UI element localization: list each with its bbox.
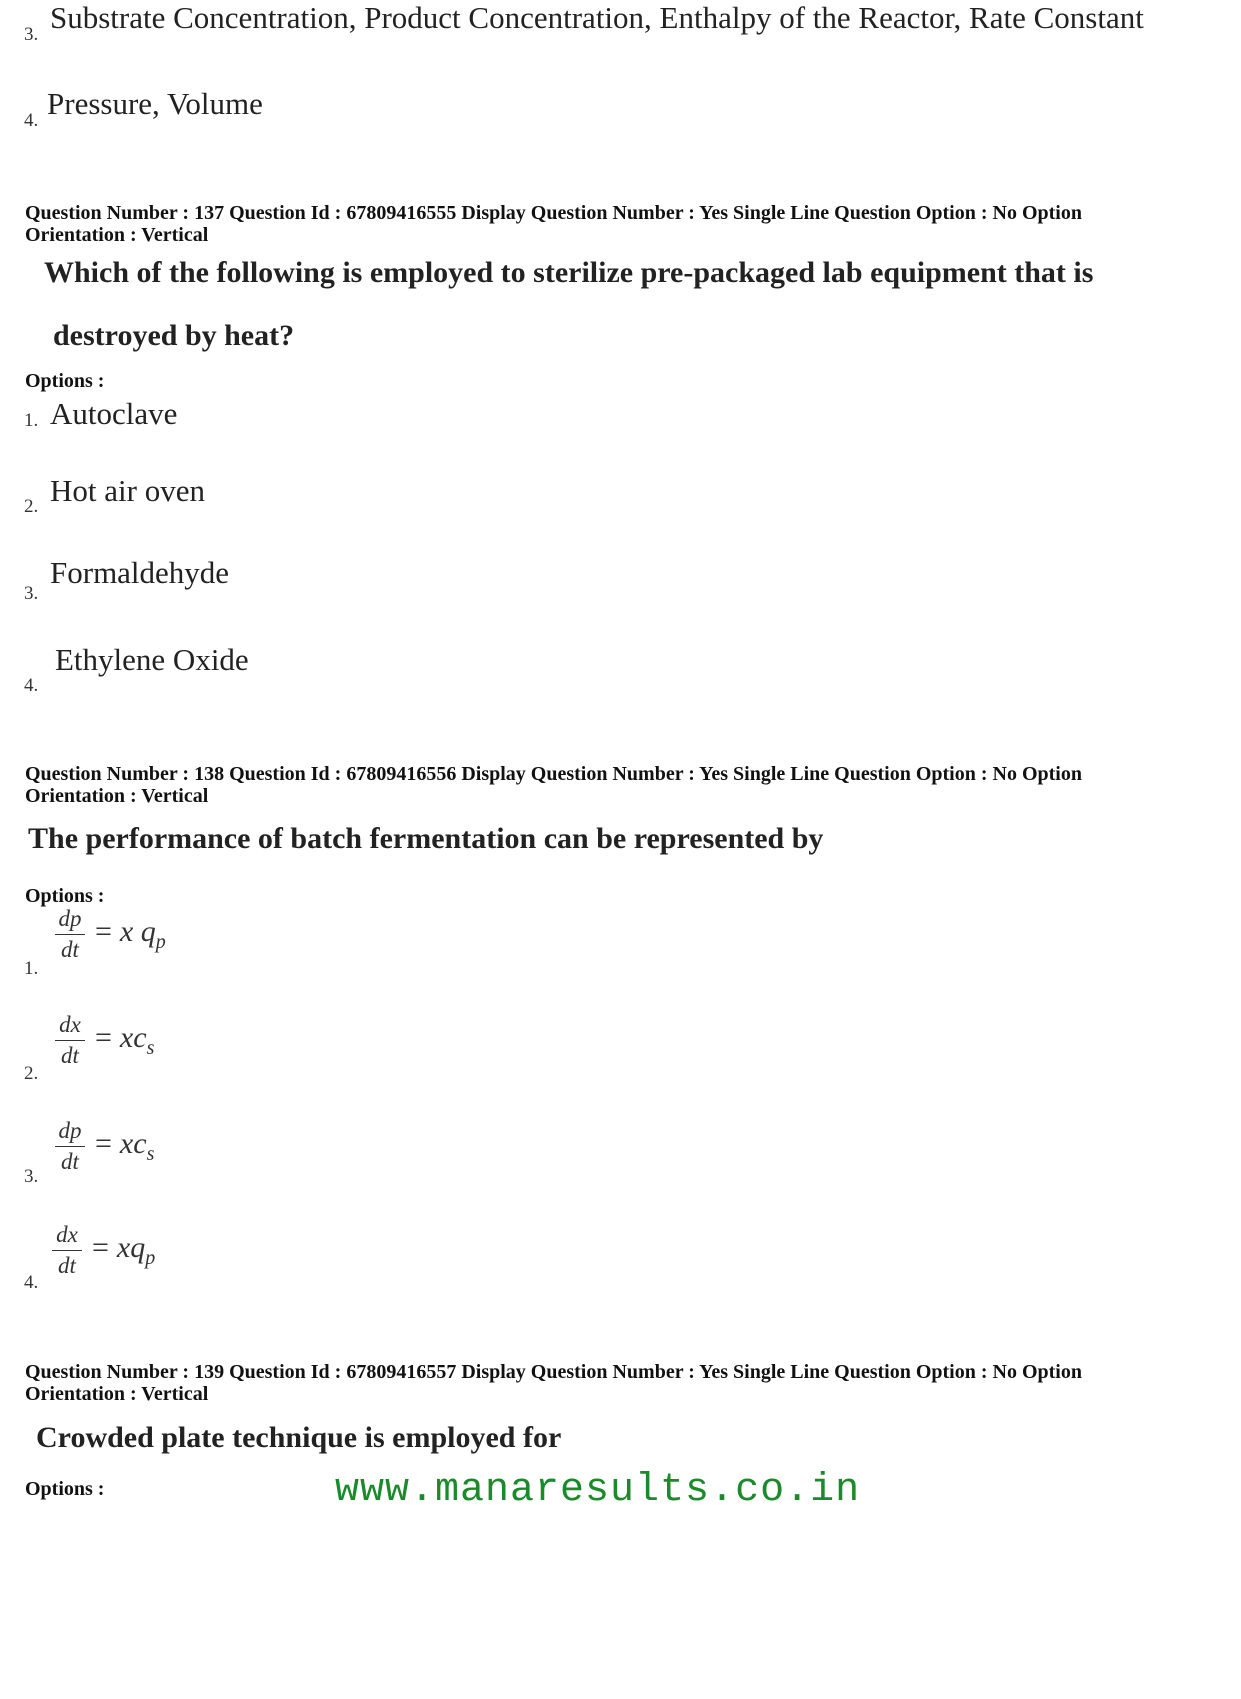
- meta-line: Orientation : Vertical: [25, 224, 209, 246]
- numerator: dx: [56, 1222, 78, 1247]
- question-text: Which of the following is employed to sterilize pre-packaged lab equipment that is: [44, 256, 1094, 289]
- option-number: 4.: [24, 110, 39, 131]
- equation-rhs: [92, 1231, 155, 1270]
- options-label: Options :: [25, 370, 105, 392]
- fraction-bar: [52, 1250, 82, 1251]
- equals-sign: =: [95, 1127, 112, 1160]
- rhs-term: xq: [116, 1231, 146, 1264]
- option-text: Ethylene Oxide: [55, 642, 249, 677]
- options-label: Options :: [25, 885, 105, 907]
- denominator: dt: [58, 1253, 76, 1278]
- option-number: 2.: [24, 496, 39, 517]
- rhs-term: x q: [119, 915, 156, 948]
- subscript: p: [155, 931, 166, 953]
- numerator: dx: [59, 1012, 81, 1037]
- equals-sign: =: [95, 915, 112, 948]
- question-meta: [25, 763, 1215, 807]
- options-label: Options :: [25, 1478, 105, 1500]
- option-equation: [55, 1118, 154, 1175]
- option-equation: [55, 906, 166, 963]
- denominator: dt: [61, 1043, 79, 1068]
- fraction-bar: [55, 934, 85, 935]
- numerator: dp: [58, 1118, 82, 1143]
- meta-line: Question Number : 139 Question Id : 67809416557 Display Question Number : Yes Single Line Question Option : No Option: [25, 1361, 1082, 1383]
- option-text: Pressure, Volume: [47, 86, 263, 121]
- option-number: 3.: [24, 24, 39, 45]
- option-text: Substrate Concentration, Product Concentration, Enthalpy of the Reactor, Rate Constant: [50, 0, 1144, 35]
- option-number: 3.: [24, 1166, 39, 1187]
- subscript: s: [146, 1143, 155, 1165]
- question-text: The performance of batch fermentation can be represented by: [28, 822, 824, 855]
- meta-line: Orientation : Vertical: [25, 1383, 209, 1405]
- option-number: 1.: [24, 958, 39, 979]
- numerator: dp: [58, 906, 82, 931]
- fraction: [55, 1118, 85, 1175]
- option-equation: [55, 1012, 154, 1069]
- option-equation: [52, 1222, 155, 1279]
- fraction-bar: [55, 1040, 85, 1041]
- equals-sign: =: [92, 1231, 109, 1264]
- option-text: Formaldehyde: [50, 555, 230, 590]
- question-meta: [25, 1361, 1215, 1405]
- option-number: 3.: [24, 583, 39, 604]
- equation-rhs: [95, 1021, 154, 1060]
- watermark-url: www.manaresults.co.in: [335, 1468, 861, 1513]
- equation-rhs: [95, 915, 166, 954]
- subscript: s: [146, 1037, 155, 1059]
- option-number: 4.: [24, 675, 39, 696]
- fraction: [55, 906, 85, 963]
- option-text: Hot air oven: [50, 473, 205, 508]
- question-text: destroyed by heat?: [53, 319, 295, 352]
- rhs-term: xc: [119, 1021, 147, 1054]
- denominator: dt: [61, 937, 79, 962]
- fraction: [55, 1012, 85, 1069]
- equals-sign: =: [95, 1021, 112, 1054]
- meta-line: Orientation : Vertical: [25, 785, 209, 807]
- option-number: 4.: [24, 1272, 39, 1293]
- equation-rhs: [95, 1127, 154, 1166]
- subscript: p: [145, 1247, 156, 1269]
- option-number: 1.: [24, 410, 39, 431]
- rhs-term: xc: [119, 1127, 147, 1160]
- meta-line: Question Number : 137 Question Id : 67809416555 Display Question Number : Yes Single Line Question Option : No Option: [25, 202, 1082, 224]
- question-text: Crowded plate technique is employed for: [36, 1421, 562, 1454]
- fraction-bar: [55, 1146, 85, 1147]
- denominator: dt: [61, 1149, 79, 1174]
- option-text: Autoclave: [50, 396, 178, 431]
- fraction: [52, 1222, 82, 1279]
- option-number: 2.: [24, 1063, 39, 1084]
- meta-line: Question Number : 138 Question Id : 67809416556 Display Question Number : Yes Single Line Question Option : No Option: [25, 763, 1082, 785]
- question-meta: [25, 202, 1215, 246]
